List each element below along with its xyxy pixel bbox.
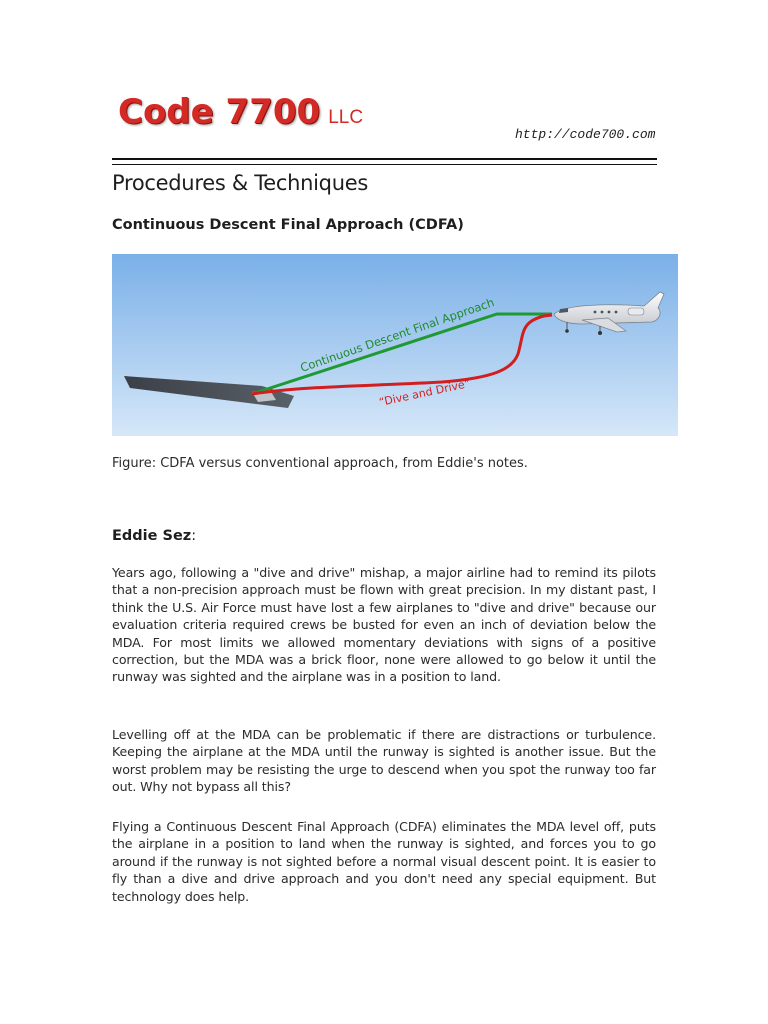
cdfa-path-label: Continuous Descent Final Approach: [298, 295, 497, 375]
eddie-sez-heading: [112, 528, 196, 544]
approach-diagram: [112, 254, 678, 436]
logo-suffix-text: LLC: [328, 107, 364, 128]
dive-and-drive-label: “Dive and Drive”: [377, 376, 472, 409]
paragraph-dive-and-drive-history: Years ago, following a "dive and drive" mishap, a major airline had to remind its pilots that a non-precision approach must be flown with great precision. In my distant past, I think the U.S. Air Force must have lost a few airplanes to "dive and drive" because our evaluation criteria required crews be busted for even an inch of deviation below the MDA. For most limits we allowed momentary deviations with signs of a positive correction, but the MDA was a brick floor, none were allowed to go below it until the runway was sighted and the airplane was in a position to land.: [112, 565, 656, 685]
section-title: Procedures & Techniques: [112, 171, 368, 195]
header-rule-thick: [112, 158, 657, 160]
sky-background: [112, 254, 678, 436]
approach-figure: [112, 254, 678, 436]
eddie-sez-colon: :: [191, 528, 197, 544]
site-url[interactable]: http://code700.com: [515, 127, 656, 142]
header-rule-thin: [112, 164, 657, 165]
paragraph-cdfa-benefits: Flying a Continuous Descent Final Approach (CDFA) eliminates the MDA level off, puts the airplane in a position to land when the runway is sighted, and forces you to go around if the runway is not sighted before a normal visual descent point. It is easier to fly than a dive and drive approach and you don't need any special equipment. But technology does help.: [112, 819, 656, 904]
company-logo: [118, 92, 363, 132]
logo-main-text: Code 7700: [118, 92, 321, 132]
paragraph-mda-problems: Levelling off at the MDA can be problematic if there are distractions or turbulence. Keeping the airplane at the MDA until the runway is sighted is another issue. But the worst problem may be resisting the urge to descend when you spot the runway too far out. Why not bypass all this?: [112, 727, 656, 795]
eddie-sez-name: Eddie Sez: [112, 528, 192, 544]
article-subtitle: Continuous Descent Final Approach (CDFA): [112, 217, 464, 233]
figure-caption: Figure: CDFA versus conventional approach, from Eddie's notes.: [112, 456, 528, 471]
